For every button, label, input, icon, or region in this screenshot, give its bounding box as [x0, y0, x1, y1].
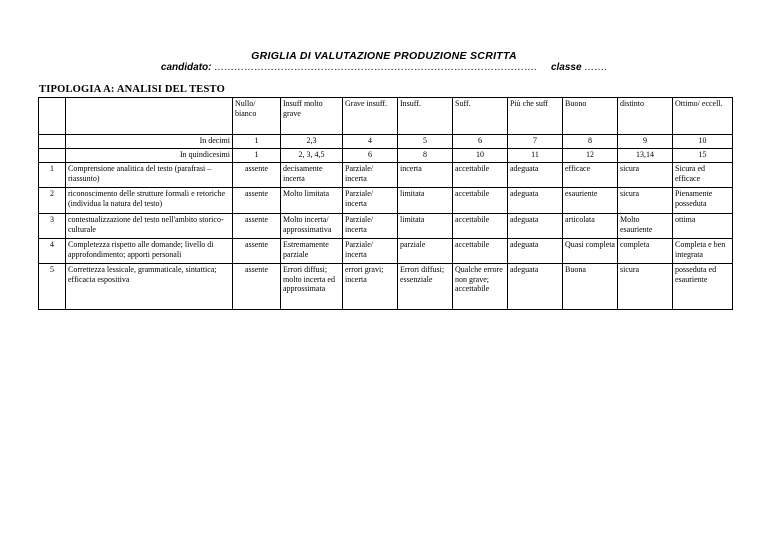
rating-cell: assente — [233, 188, 281, 214]
rating-cell: adeguata — [508, 264, 563, 310]
decimi-score-cell: 10 — [673, 135, 733, 149]
quindicesimi-label: In quindicesimi — [66, 149, 233, 163]
rating-cell: Parziale/ incerta — [343, 214, 398, 239]
rating-cell: Quasi completa — [563, 239, 618, 264]
header-decimi-row — [39, 135, 733, 149]
criterion-row — [39, 163, 733, 188]
evaluation-grid — [38, 97, 733, 310]
candidate-line — [0, 62, 768, 73]
rating-cell: Molto limitata — [281, 188, 343, 214]
empty-cell — [39, 135, 66, 149]
rating-cell: adeguata — [508, 239, 563, 264]
quindicesimi-score-cell: 10 — [453, 149, 508, 163]
rating-cell: accettabile — [453, 163, 508, 188]
criterion-row — [39, 239, 733, 264]
criterion-number: 1 — [39, 163, 66, 188]
quindicesimi-score-cell: 15 — [673, 149, 733, 163]
class-dots: ……. — [584, 62, 608, 73]
level-header-cell: Più che suff — [508, 98, 563, 135]
rating-cell: Errori diffusi; essenziale — [398, 264, 453, 310]
rating-cell: adeguata — [508, 163, 563, 188]
quindicesimi-score-cell: 2, 3, 4,5 — [281, 149, 343, 163]
empty-cell — [66, 98, 233, 135]
rating-cell: Molto incerta/ approssimativa — [281, 214, 343, 239]
quindicesimi-score-cell: 11 — [508, 149, 563, 163]
level-header-cell: Insuff molto grave — [281, 98, 343, 135]
decimi-score-cell: 9 — [618, 135, 673, 149]
rating-cell: Errori diffusi; molto incerta ed approssimata — [281, 264, 343, 310]
criterion-description: riconoscimento delle strutture formali e retoriche (individua la natura del testo) — [66, 188, 233, 214]
rating-cell: assente — [233, 264, 281, 310]
header-levels-row — [39, 98, 733, 135]
decimi-score-cell: 8 — [563, 135, 618, 149]
decimi-score-cell: 1 — [233, 135, 281, 149]
criterion-row — [39, 264, 733, 310]
rating-cell: Estremamente parziale — [281, 239, 343, 264]
decimi-label: In decimi — [66, 135, 233, 149]
rating-cell: assente — [233, 163, 281, 188]
rating-cell: ottima — [673, 214, 733, 239]
rating-cell: limitata — [398, 214, 453, 239]
candidate-dots: ……………………………………………………………………………………. — [214, 62, 538, 73]
decimi-score-cell: 4 — [343, 135, 398, 149]
rating-cell: errori gravi; incerta — [343, 264, 398, 310]
rating-cell: posseduta ed esauriente — [673, 264, 733, 310]
grid-body — [39, 98, 733, 310]
decimi-score-cell: 6 — [453, 135, 508, 149]
rating-cell: Pienamente posseduta — [673, 188, 733, 214]
quindicesimi-score-cell: 8 — [398, 149, 453, 163]
rating-cell: Parziale/ incerta — [343, 188, 398, 214]
rating-cell: Buona — [563, 264, 618, 310]
criterion-number: 4 — [39, 239, 66, 264]
level-header-cell: Insuff. — [398, 98, 453, 135]
criterion-number: 5 — [39, 264, 66, 310]
rating-cell: Parziale/ incerta — [343, 239, 398, 264]
class-label: classe — [550, 62, 582, 73]
level-header-cell: Buono — [563, 98, 618, 135]
decimi-score-cell: 2,3 — [281, 135, 343, 149]
empty-cell — [39, 98, 66, 135]
decimi-score-cell: 7 — [508, 135, 563, 149]
candidate-label: candidato: — [160, 62, 212, 73]
rating-cell: Sicura ed efficace — [673, 163, 733, 188]
rating-cell: completa — [618, 239, 673, 264]
rating-cell: efficace — [563, 163, 618, 188]
page-title: GRIGLIA DI VALUTAZIONE PRODUZIONE SCRITTA — [251, 50, 517, 62]
level-header-cell: Ottimo/ eccell. — [673, 98, 733, 135]
level-header-cell: Nullo/ bianco — [233, 98, 281, 135]
rating-cell: sicura — [618, 264, 673, 310]
rating-cell: Molto esauriente — [618, 214, 673, 239]
criterion-description: Comprensione analitica del testo (parafrasi – riassunto) — [66, 163, 233, 188]
level-header-cell: distinto — [618, 98, 673, 135]
rating-cell: accettabile — [453, 188, 508, 214]
level-header-cell: Suff. — [453, 98, 508, 135]
rating-cell: accettabile — [453, 239, 508, 264]
quindicesimi-score-cell: 13,14 — [618, 149, 673, 163]
criterion-number: 2 — [39, 188, 66, 214]
decimi-score-cell: 5 — [398, 135, 453, 149]
criterion-row — [39, 188, 733, 214]
rating-cell: Parziale/ incerta — [343, 163, 398, 188]
section-heading: TIPOLOGIA A: ANALISI DEL TESTO — [39, 84, 225, 95]
rating-cell: limitata — [398, 188, 453, 214]
rating-cell: assente — [233, 239, 281, 264]
empty-cell — [39, 149, 66, 163]
criterion-description: contestualizzazione del testo nell'ambito storico-culturale — [66, 214, 233, 239]
header-quindicesimi-row — [39, 149, 733, 163]
criterion-number: 3 — [39, 214, 66, 239]
rating-cell: adeguata — [508, 188, 563, 214]
rating-cell: accettabile — [453, 214, 508, 239]
quindicesimi-score-cell: 1 — [233, 149, 281, 163]
rating-cell: assente — [233, 214, 281, 239]
level-header-cell: Grave insuff. — [343, 98, 398, 135]
quindicesimi-score-cell: 12 — [563, 149, 618, 163]
rating-cell: decisamente incerta — [281, 163, 343, 188]
criterion-description: Completezza rispetto alle domande; livello di approfondimento; apporti personali — [66, 239, 233, 264]
rating-cell: sicura — [618, 188, 673, 214]
criterion-description: Correttezza lessicale, grammaticale, sintattica; efficacia espositiva — [66, 264, 233, 310]
rating-cell: Qualche errore non grave; accettabile — [453, 264, 508, 310]
rating-cell: articolata — [563, 214, 618, 239]
rating-cell: sicura — [618, 163, 673, 188]
quindicesimi-score-cell: 6 — [343, 149, 398, 163]
rating-cell: adeguata — [508, 214, 563, 239]
criterion-row — [39, 214, 733, 239]
rating-cell: parziale — [398, 239, 453, 264]
rating-cell: incerta — [398, 163, 453, 188]
rating-cell: esauriente — [563, 188, 618, 214]
rating-cell: Completa e ben integrata — [673, 239, 733, 264]
